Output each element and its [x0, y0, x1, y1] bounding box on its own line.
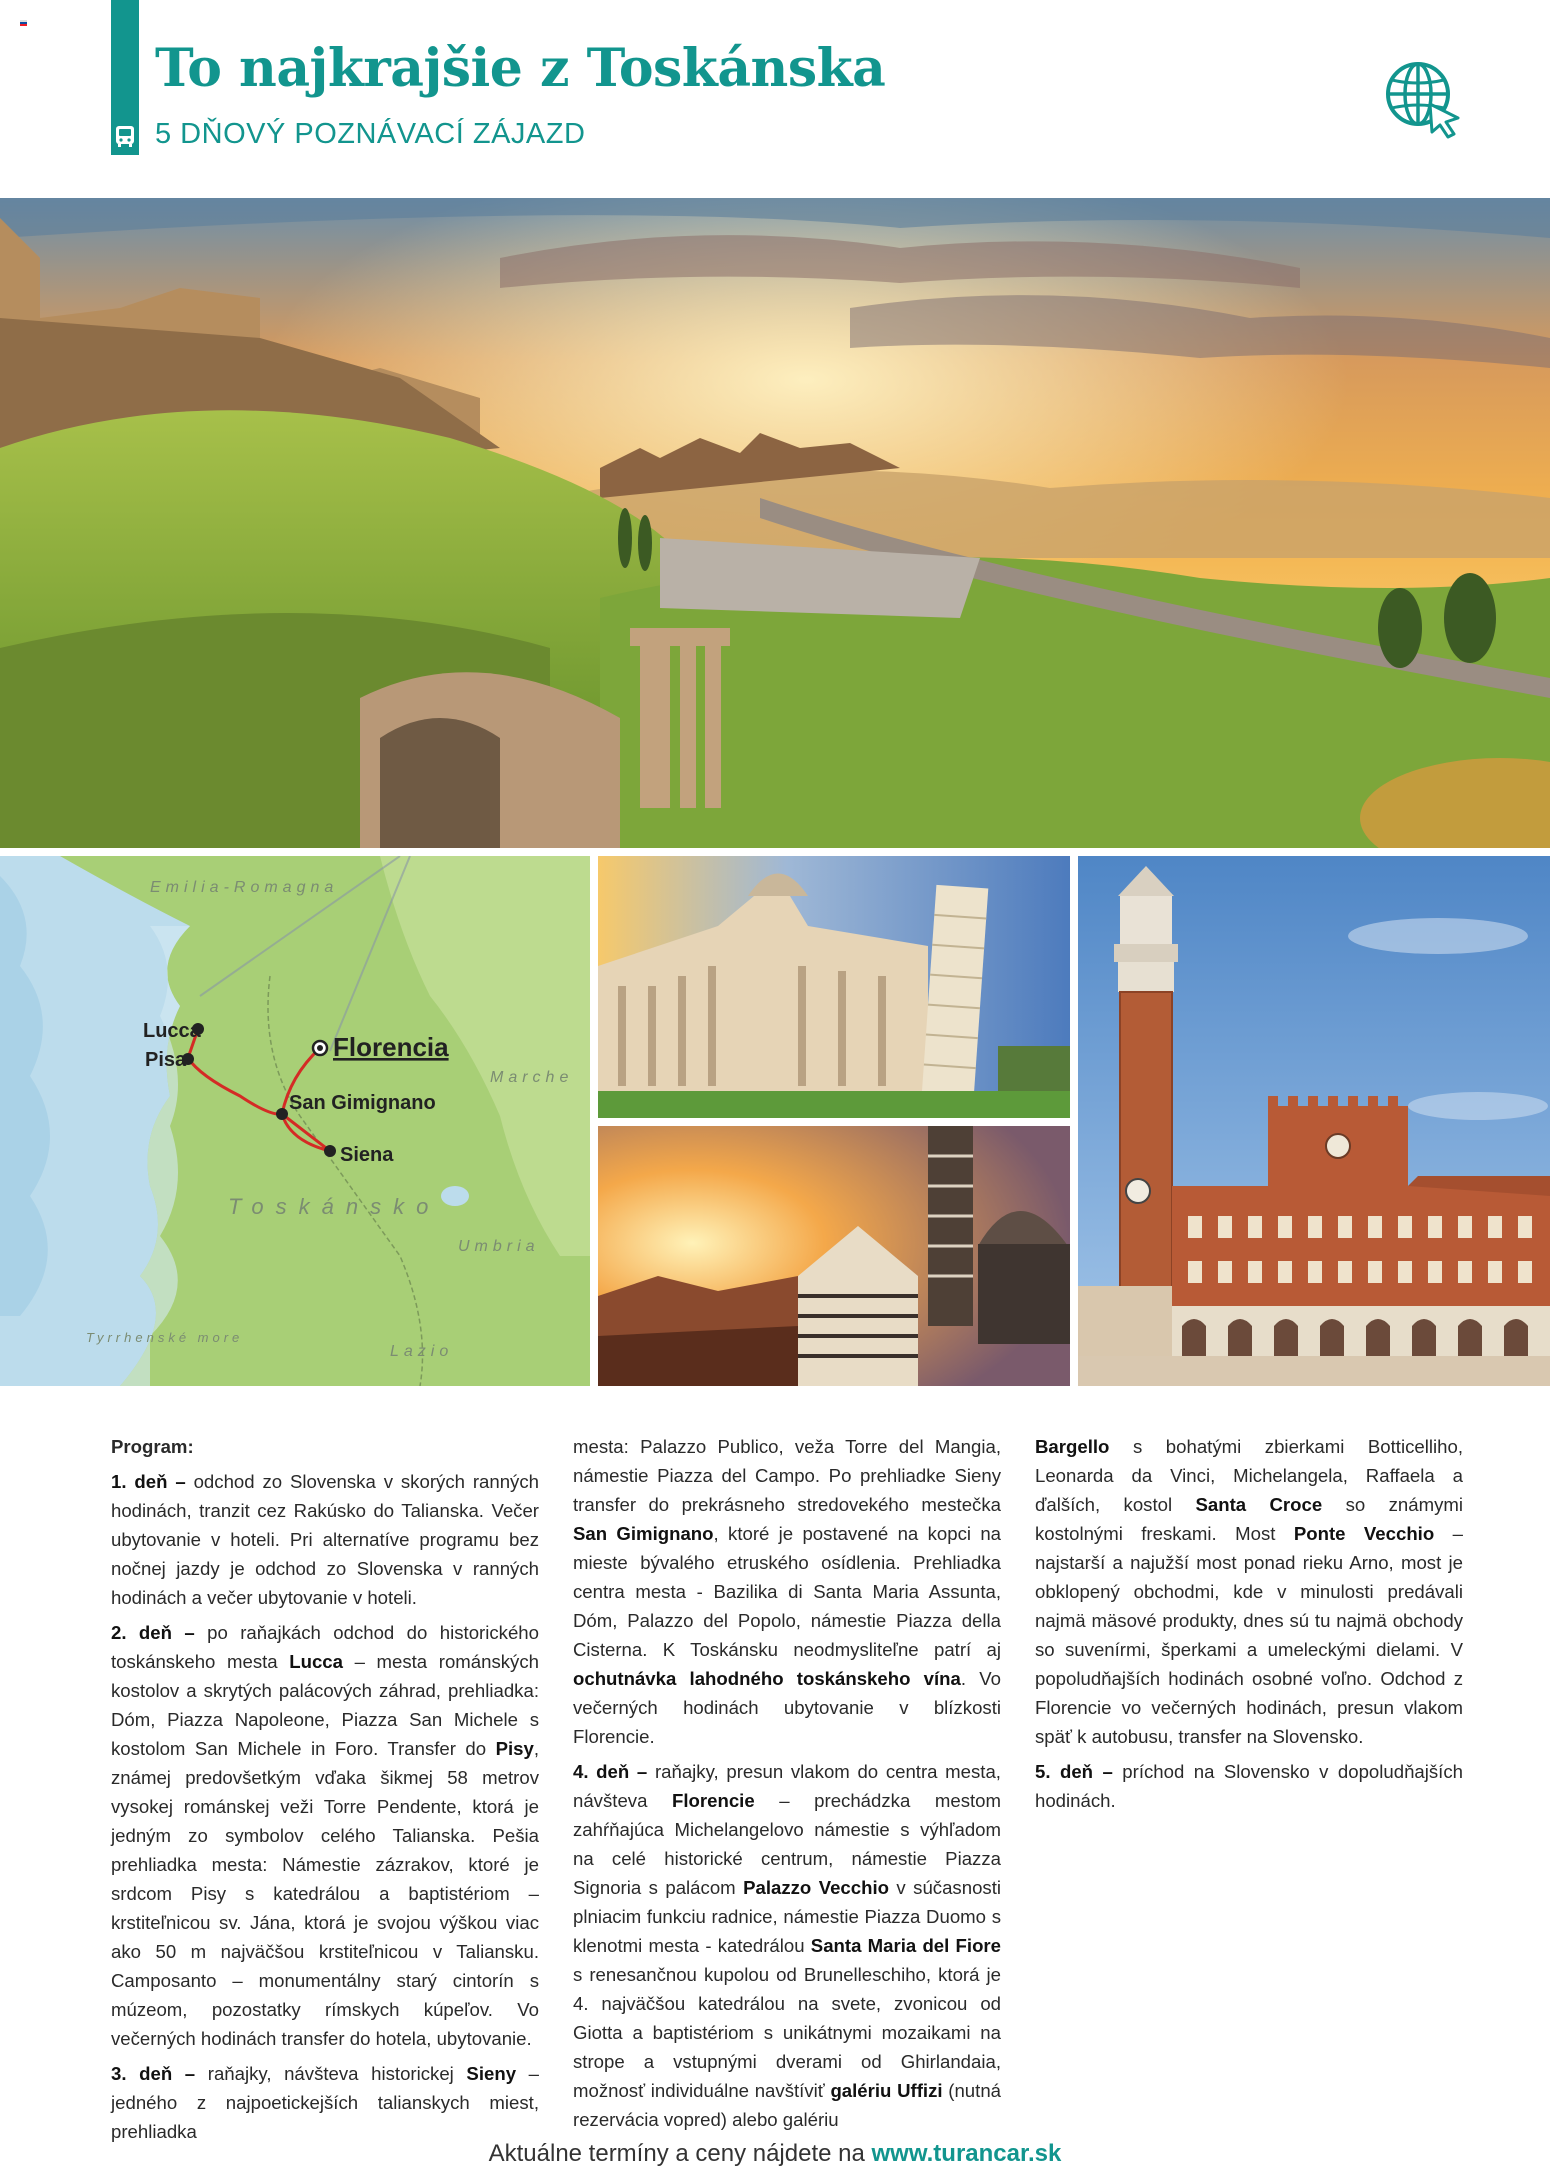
- program-highlight: Sieny: [466, 2063, 517, 2084]
- map-city-lucca: Lucca: [143, 1020, 201, 1042]
- flag-icon: [20, 20, 27, 26]
- program-column-2: [573, 1432, 1001, 2140]
- map-region-umbria: Umbria: [458, 1238, 540, 1255]
- program-highlight: Bargello: [1035, 1436, 1110, 1457]
- map-city-florencia: Florencia: [333, 1032, 449, 1062]
- program-highlight: Pisy: [495, 1738, 534, 1759]
- program-day-2: 2. deň – po raňajkách odchod do historického toskánskeho mesta Lucca – mesta románských kostolov a skrytých palácových záhrad, prehliadka: Dóm, Piazza Napoleone, Piazza San Michele s kostolom San Michele in Foro. Transfer do Pisy, známej predovšetkým vďaka šikmej 58 metrov vysokej románskej veži Torre Pendente, ktorá je jedným zo symbolov celého Talianska. Pešia prehliadka mesta: Námestie zázrakov, ktoré je srdcom Pisy s katedrálou a baptistériom – krstiteľnicou sv. Jána, ktorá je svojou výškou viac ako 50 m najväčšou krstiteľnicou v Taliansku. Camposanto – monumentálny starý cintorín s múzeom, pozostatky rímskych kúpeľov. Vo večerných hodinách transfer do hotela, ubytovanie.: [111, 1622, 539, 2049]
- program-day-4: 4. deň – raňajky, presun vlakom do centra mesta, návšteva Florencie – prechádzka mestom zahŕňajúca Michelangelovo námestie s výhľadom na celé historické centrum, námestie Piazza Signoria s palácom Palazzo Vecchio v súčasnosti plniacim funkciu radnice, námestie Piazza Duomo s klenotmi mesta - katedrálou Santa Maria del Fiore s renesančnou kupolou od Brunelleschiho, ktorá je 4. najväčšou katedrálou na svete, zvonicou od Giotta a baptistériom s unikátnymi mozaikami na strope a vstupnými dverami od Ghirlandaia, možnosť individuálne navštíviť galériu Uffizi (nutná rezervácia vopred) alebo galériu: [573, 1761, 1001, 2130]
- map-city-pisa: Pisa: [145, 1049, 187, 1071]
- program-day-label: 1. deň –: [111, 1471, 186, 1492]
- program-column-3: [1035, 1432, 1463, 1821]
- photo-torre-del-mangia: [1078, 856, 1550, 1386]
- page-subtitle: 5 DŇOVÝ POZNÁVACÍ ZÁJAZD: [155, 118, 586, 150]
- map-region-emilia: Emilia-Romagna: [150, 879, 339, 896]
- program-highlight: Florencie: [672, 1790, 755, 1811]
- photo-siena-cathedral: [598, 1126, 1070, 1386]
- program-day-label: 5. deň –: [1035, 1761, 1113, 1782]
- map-city-san-gimignano: San Gimignano: [289, 1092, 436, 1114]
- map-region-sea: Tyrrhenské more: [86, 1330, 244, 1345]
- program-day-3: 3. deň – raňajky, návšteva historickej Sieny – jedného z najpoetickejších talianskych miest, prehliadka: [111, 2063, 539, 2142]
- footer-text: Aktuálne termíny a ceny nájdete na: [488, 2140, 872, 2167]
- program-highlight: ochutnávka lahodného toskánskeho vína: [573, 1668, 961, 1689]
- globe-cursor-icon[interactable]: [1382, 58, 1464, 140]
- program-highlight: Lucca: [289, 1651, 343, 1672]
- map-region-marche: Marche: [490, 1069, 574, 1086]
- tuscany-route-map: [0, 856, 590, 1386]
- hero-photo-volterra: [0, 198, 1550, 848]
- photo-pisa-cathedral: [598, 856, 1070, 1118]
- program-highlight: Santa Maria del Fiore: [810, 1935, 1001, 1956]
- program-highlight: Ponte Vecchio: [1293, 1523, 1435, 1544]
- program-day-3-cont: mesta: Palazzo Publico, veža Torre del Mangia, námestie Piazza del Campo. Po prehliadke Sieny transfer do prekrásneho stredovekého mestečka San Gimignano, ktoré je postavené na kopci na mieste bývalého etruského osídlenia. Prehliadka centra mesta - Bazilika di Santa Maria Assunta, Dóm, Palazzo del Popolo, námestie Piazza della Cisterna. K Toskánsku neodmysliteľne patrí aj ochutnávka lahodného toskánskeho vína. Vo večerných hodinách ubytovanie v blízkosti Florencie.: [573, 1436, 1002, 1747]
- program-highlight: San Gimignano: [573, 1523, 714, 1544]
- program-highlight: galériu Uffizi: [830, 2080, 943, 2101]
- program-highlight: Santa Croce: [1195, 1494, 1323, 1515]
- program-highlight: Palazzo Vecchio: [743, 1877, 889, 1898]
- page-title: To najkrajšie z Toskánska: [155, 38, 886, 99]
- program-day-5: 5. deň – príchod na Slovensko v dopoludňajších hodinách.: [1035, 1761, 1463, 1811]
- map-region-toskansko: Toskánsko: [228, 1194, 441, 1219]
- program-day-4-cont: Bargello s bohatými zbierkami Botticelliho, Leonarda da Vinci, Michelangela, Raffaela a ďalších, kostol Santa Croce so známymi kostolnými freskami. Most Ponte Vecchio – najstarší a najužší most ponad rieku Arno, most je obklopený obchodmi, kde v minulosti predávali najmä mäsové produkty, dnes sú tu najmä obchody so suvenírmi, šperkami a umeleckými dielami. V popoludňajších hodinách osobné voľno. Odchod z Florencie vo večerných hodinách, presun vlakom späť k autobusu, transfer na Slovensko.: [1035, 1436, 1463, 1747]
- program-column-1: [111, 1432, 539, 2152]
- footer-link[interactable]: www.turancar.sk: [871, 2140, 1062, 2167]
- program-day-label: 2. deň –: [111, 1622, 195, 1643]
- bus-icon: [112, 123, 138, 149]
- program-day-label: 4. deň –: [573, 1761, 648, 1782]
- map-city-siena: Siena: [340, 1144, 394, 1166]
- program-day-1: 1. deň – odchod zo Slovenska v skorých ranných hodinách, tranzit cez Rakúsko do Talianska. Večer ubytovanie v hoteli. Pri alternatíve programu bez nočnej jazdy je odchod zo Slovenska v ranných hodinách a večer ubytovanie v hoteli.: [111, 1471, 539, 1608]
- program-heading: Program:: [111, 1436, 194, 1457]
- footer: [0, 2140, 1550, 2168]
- map-region-lazio: Lazio: [390, 1343, 454, 1360]
- program-day-label: 3. deň –: [111, 2063, 196, 2084]
